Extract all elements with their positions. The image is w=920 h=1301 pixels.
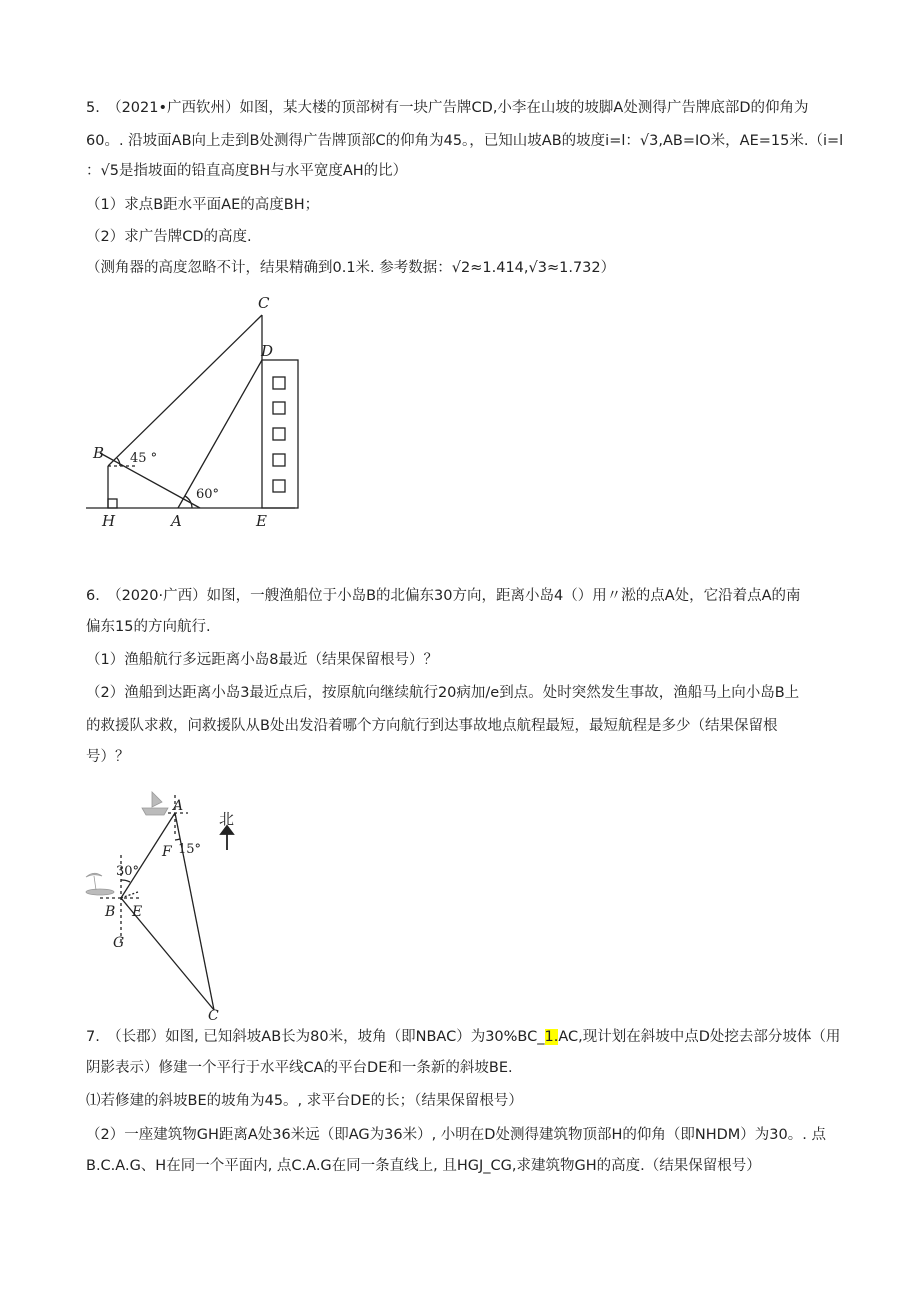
q6-line-1: 6. （2020·广西）如图，一艘渔船位于小岛B的北偏东30方向，距离小岛4（）用〃淞的点A处，它沿着点A的南 [86, 588, 801, 604]
window-3 [273, 428, 285, 440]
window-2 [273, 402, 285, 414]
segment-ad [178, 360, 262, 508]
label-a: A [173, 798, 184, 814]
label-h: H [102, 512, 116, 530]
island-icon [86, 873, 114, 895]
building [262, 360, 298, 508]
angle-arc-15 [175, 839, 180, 840]
angle-label-30: 30° [116, 864, 140, 879]
angle-label-15: 15° [178, 842, 202, 857]
q7-subquestion-2-line-1: （2）一座建筑物GH距离A处36米远（即AG为36米）, 小明在D处测得建筑物顶部H的仰角（即NHDM）为30。. 点 [86, 1127, 826, 1143]
q6-subquestion-2-line-1: （2）渔船到达距离小岛3最近点后，按原航向继续航行20病加/e到点。处时突然发生事故，渔船马上向小岛B上 [86, 685, 800, 701]
label-g: G [113, 935, 125, 951]
north-label: 北 [219, 810, 235, 828]
label-c: C [258, 294, 270, 312]
q5-subquestion-2: （2）求广告牌CD的高度. [86, 229, 252, 245]
q7-line-1 [86, 1027, 840, 1047]
q6-line-2: 偏东15的方向航行. [86, 619, 211, 635]
window-5 [273, 480, 285, 492]
label-f: F [162, 844, 172, 860]
q6-figure [80, 780, 260, 1025]
q5-line-2: 60。. 沿坡面AB向上走到B处测得广告牌顶部C的仰角为45。，已知山坡AB的坡度i=l：√3,AB=IO米，AE=15米.（i=l [86, 133, 844, 149]
label-c: C [208, 1008, 219, 1024]
angle-label-60: 60° [196, 487, 220, 502]
q5-line-1: 5. （2021•广西钦州）如图，某大楼的顶部树有一块广告牌CD,小李在山坡的坡脚A处测得广告牌底部D的仰角为 [86, 100, 809, 116]
segment-bc [108, 315, 262, 466]
q7-line-1-part-b: AC,现计划在斜坡中点D处挖去部分坡体（用 [558, 1029, 841, 1045]
label-e: E [132, 904, 143, 920]
q7-subquestion-1: ⑴若修建的斜坡BE的坡角为45。, 求平台DE的长；（结果保留根号） [86, 1093, 523, 1109]
label-e: E [256, 512, 267, 530]
q5-figure [80, 290, 320, 550]
q5-note: （测角器的高度忽略不计，结果精确到0.1米. 参考数据：√2≈1.414,√3≈1.732） [86, 260, 616, 276]
highlighted-text: 1. [544, 1029, 559, 1045]
boat-icon [142, 792, 168, 815]
right-angle-h [108, 499, 117, 508]
q7-line-1-part-a: 7. （长郡）如图, 已知斜坡AB长为80米，坡角（即NBAC）为30%BC_ [86, 1029, 545, 1045]
q7-line-2: 阴影表示）修建一个平行于水平线CA的平台DE和一条新的斜坡BE. [86, 1060, 513, 1076]
angle-arc-30 [121, 880, 130, 882]
window-1 [273, 377, 285, 389]
label-d: D [261, 342, 274, 360]
q6-subquestion-1: （1）渔船航行多远距离小岛8最近（结果保留根号）？ [86, 652, 438, 668]
q5-subquestion-1: （1）求点B距水平面AE的高度BH； [86, 197, 320, 213]
q6-subquestion-2-line-3: 号）？ [86, 749, 130, 765]
angle-label-45: 45 ° [130, 451, 158, 466]
q5-line-3: ：√5是指坡面的铅直高度BH与水平宽度AH的比） [86, 163, 408, 179]
label-b: B [105, 904, 116, 920]
q7-subquestion-2-line-2: B.C.A.G、H在同一个平面内, 点C.A.G在同一条直线上, 且HGJ_CG,求建筑物GH的高度.（结果保留根号） [86, 1158, 761, 1174]
label-a: A [171, 512, 182, 530]
north-arrow-icon [221, 826, 233, 850]
window-4 [273, 454, 285, 466]
label-b: B [93, 444, 105, 462]
q6-subquestion-2-line-2: 的救援队求救，问救援队从B处出发沿着哪个方向航行到达事故地点航程最短，最短航程是多少（结果保留根 [86, 718, 778, 734]
